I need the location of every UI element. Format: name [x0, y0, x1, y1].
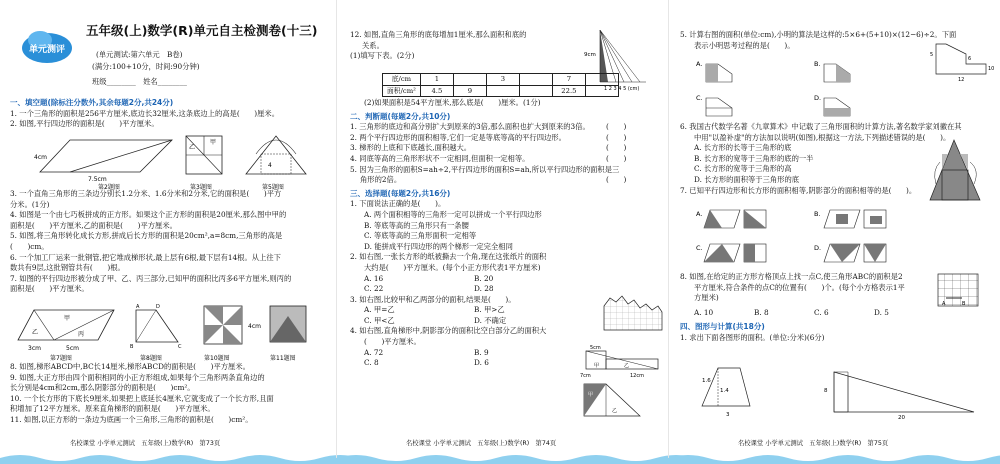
svg-text:6: 6 — [968, 56, 972, 62]
choice-6-b: B. 长方形的宽等于三角形的底的一半 — [694, 153, 814, 163]
footer-wave — [0, 452, 336, 464]
svg-text:1.4: 1.4 — [720, 388, 729, 394]
class-name-line: 班级________ 姓名________ — [92, 77, 187, 86]
section-choice: 三、选择题(每题2分,共16分) — [350, 188, 451, 198]
svg-text:甲: 甲 — [64, 315, 71, 322]
judge-5b: 角形的2倍。 ( ) — [360, 175, 627, 185]
choice-8-options: A. 10 B. 8 C. 6 D. 5 — [694, 307, 889, 317]
compare-areas-fig — [580, 345, 666, 377]
choice-2-options-2: C. 22 D. 28 — [364, 284, 494, 294]
page-74 — [336, 0, 668, 464]
table-row: 底/cm 1 3 7 — [383, 74, 619, 86]
svg-text:第11题图: 第11题图 — [270, 355, 296, 362]
figures-row-2 — [18, 300, 330, 362]
table-row: 面积/cm² 4.5 9 22.5 — [383, 85, 619, 97]
choice-6a: 6. 我国古代数学名著《九章算术》中记载了三角形面积的计算方法,著名数学家刘徽在其 — [680, 122, 962, 131]
judge-5a: 5. 因为三角形的面积S=ah÷2,平行四边形的面积S=ah,所以平行四边形的面积是三 — [350, 164, 620, 174]
choice-8b: 平方厘米,符合条件的点C的位置有( )个。(每个小方格表示1平 — [694, 282, 905, 292]
svg-text:5cm: 5cm — [590, 345, 601, 351]
svg-text:乙: 乙 — [612, 408, 618, 414]
question-5b: ( )cm。 — [10, 241, 49, 251]
svg-text:A: A — [136, 304, 140, 310]
question-9b: 长分别是4cm和2cm,那么阴影部分的面积是( )cm²。 — [10, 383, 195, 393]
question-4b: 面积是( )平方厘米,乙的面积是( )平方厘米。 — [10, 220, 177, 230]
choice-3-options-2: C. 甲<乙 D. 不确定 — [364, 315, 507, 325]
choice-6-d: D. 长方形的面积等于三角形的底 — [694, 174, 800, 184]
svg-text:B.: B. — [814, 210, 821, 218]
svg-text:乙: 乙 — [32, 329, 39, 336]
question-4a: 4. 如图是一个由七巧板拼成的正方形。如果这个正方形的面积是20厘米,那么图中甲的 — [10, 210, 287, 220]
question-7a: 7. 如图的平行四边形被分成了甲、乙、丙三部分,已知甲的面积比丙多6平方厘米,则丙的 — [10, 273, 292, 283]
svg-text:1.6: 1.6 — [702, 378, 711, 384]
question-12a: 12. 如图,直角三角形的底每增加1厘米,那么面积和底的 — [350, 30, 527, 39]
svg-text:1 2 3 4 5 (cm): 1 2 3 4 5 (cm) — [604, 86, 640, 92]
judge-1: 1. 三角形的底边和高分别扩大到原来的3倍,那么面积也扩大到原来的3倍。 ( ) — [350, 122, 627, 132]
svg-text:5cm: 5cm — [66, 345, 79, 352]
question-6a: 6. 一个加工厂运来一批钢管,把它堆成梯形状,最上层有6根,最下层有14根。从上往下 — [10, 252, 281, 262]
svg-text:7.5cm: 7.5cm — [88, 176, 107, 183]
paper-subtitle: (单元测试:第六单元 B卷) — [96, 50, 183, 59]
svg-text:C.: C. — [696, 94, 703, 102]
choice-5-options — [696, 58, 926, 120]
figures-row-1 — [34, 132, 330, 191]
svg-text:9cm: 9cm — [584, 52, 596, 58]
right-trapezoid-fig — [580, 380, 666, 422]
choice-2b: 大约是( )平方厘米。(每个小正方形代表1平方厘米) — [364, 262, 541, 272]
footer-wave — [668, 452, 1000, 464]
choice-5b: 表示小明思考过程的是( )。 — [694, 40, 795, 50]
page-75 — [668, 0, 1000, 464]
svg-text:4: 4 — [268, 162, 272, 169]
svg-text:第3题图: 第3题图 — [190, 184, 212, 191]
parallelogram-fig2 — [40, 140, 172, 172]
question-1: 1. 一个三角形的面积是256平方厘米,底边长32厘米,这条底边上的高是( )厘米。 — [10, 108, 280, 118]
area-calc-figures — [698, 362, 988, 420]
choice-3: 3. 如右图,比较甲和乙两部分的面积,结果是( )。 — [350, 294, 516, 304]
svg-text:第8题图: 第8题图 — [140, 355, 162, 362]
svg-text:12: 12 — [958, 77, 965, 83]
svg-text:B.: B. — [814, 60, 821, 68]
choice-2a: 2. 如右图,一张长方形的纸被撕去一个角,现在这张纸片的面积 — [350, 252, 547, 262]
svg-text:20: 20 — [898, 415, 905, 421]
choice-3-options-1: A. 甲=乙 B. 甲>乙 — [364, 305, 505, 315]
svg-text:第10题图: 第10题图 — [204, 355, 230, 362]
score-line: (满分:100+10分，时间:90分钟) — [92, 62, 200, 71]
footer-75: 名校课堂 小学单元测试 五年级(上)数学(R) 第75页 — [668, 438, 1000, 464]
svg-text:A: A — [942, 301, 946, 307]
svg-text:4cm: 4cm — [248, 323, 261, 330]
square-grid-fig — [936, 272, 986, 312]
svg-text:第5题图: 第5题图 — [262, 184, 284, 191]
footer-74: 名校课堂 小学单元测试 五年级(上)数学(R) 第74页 — [336, 438, 668, 464]
choice-2-options-1: A. 16 B. 20 — [364, 273, 494, 283]
svg-text:第2题图: 第2题图 — [98, 184, 120, 191]
svg-text:8: 8 — [824, 388, 828, 394]
judge-2: 2. 两个平行四边形的面积相等,它们一定是等底等高的平行四边形。 ( ) — [350, 132, 627, 142]
choice-8a: 8. 如图,在给定的正方形方格顶点上找一点C,使三角形ABC的面积是2 — [680, 272, 903, 281]
question-7b: 面积是( )平方厘米。 — [10, 284, 89, 294]
choice-1-d: D. 能拼成平行四边形的两个梯形一定完全相同 — [364, 241, 513, 251]
choice-4-options-2: C. 8 D. 6 — [364, 358, 489, 368]
area-table — [382, 73, 619, 97]
svg-text:乙: 乙 — [624, 363, 630, 369]
liu-hui-fig — [924, 134, 994, 206]
paper-title: 五年级(上)数学(R)单元自主检测卷(十三) — [86, 23, 318, 38]
choice-6-a: A. 长方形的长等于三角形的底 — [694, 143, 792, 153]
torn-paper-grid — [604, 294, 664, 334]
judge-3: 3. 梯形的上底和下底越长,面积越大。 ( ) — [350, 143, 627, 153]
section-judge: 二、判断题(每题2分,共10分) — [350, 111, 451, 121]
svg-text:A.: A. — [696, 60, 703, 68]
trapezoid-fig8 — [136, 310, 178, 342]
svg-text:D.: D. — [814, 94, 822, 102]
choice-5a: 5. 计算右图的面积(单位:cm),小明的算法是这样的:5×6+(5+10)×(12−6)÷2。下面 — [680, 30, 957, 39]
question-6b: 数共有9层,这批钢管共有( )根。 — [10, 263, 125, 273]
section-figure-calc: 四、图形与计算(共18分) — [680, 322, 765, 332]
choice-1: 1. 下面说法正确的是( )。 — [350, 199, 446, 209]
svg-text:12cm: 12cm — [630, 373, 644, 379]
svg-text:甲: 甲 — [210, 139, 217, 146]
choice-4-options-1: A. 72 B. 9 — [364, 347, 489, 357]
figure-calc-1: 1. 求出下面各图形的面积。(单位:分米)(6分) — [680, 332, 825, 342]
svg-text:3cm: 3cm — [28, 345, 41, 352]
svg-text:3: 3 — [726, 412, 730, 418]
svg-text:4cm: 4cm — [34, 154, 47, 161]
choice-4a: 4. 如右图,直角梯形中,阴影部分的面积比空白部分乙的面积大 — [350, 326, 547, 336]
choice-7-options — [696, 206, 926, 268]
question-3a: 3. 一个直角三角形的三条边分别长1.2分米、1.6分米和2分米,它的面积是( )平方 — [10, 189, 282, 198]
question-8: 8. 如图,梯形ABCD中,BC长14厘米,梯形ABCD的面积是( )平方厘米。 — [10, 362, 250, 371]
question-12d: (2)如果面积是54平方厘米,那么底是( )厘米。(1分) — [364, 98, 541, 107]
choice-1-a: A. 两个面积相等的三角形一定可以拼成一个平行四边形 — [364, 209, 542, 219]
svg-text:丙: 丙 — [78, 331, 85, 338]
section-fill-blank: 一、填空题(除标注分数外,其余每题2分,共24分) — [10, 98, 174, 107]
choice-4b: ( )平方厘米。 — [364, 337, 421, 347]
svg-text:D.: D. — [814, 244, 822, 252]
svg-text:C: C — [178, 344, 182, 350]
svg-text:B: B — [130, 344, 134, 350]
svg-text:C.: C. — [696, 244, 703, 252]
question-2: 2. 如图,平行四边形的面积是( )平方厘米。 — [10, 119, 159, 129]
svg-text:10: 10 — [988, 66, 995, 72]
question-10b: 积增加了12平方厘米。原来直角梯形的面积是( )平方厘米。 — [10, 404, 215, 414]
unit-test-logo — [20, 26, 74, 66]
svg-text:甲: 甲 — [588, 392, 594, 398]
l-shape-fig — [930, 40, 996, 82]
svg-text:5: 5 — [930, 52, 934, 58]
question-5a: 5. 如图,将三角形转化成长方形,拼成后长方形的面积是20cm²,a=8cm,三角形的高是 — [10, 231, 283, 241]
judge-4: 4. 同底等高的三角形形状不一定相同,但面积一定相等。 ( ) — [350, 153, 627, 163]
question-11: 11. 如图,以正方形的一条边为底画一个三角形,三角形的面积是( )cm²。 — [10, 414, 253, 424]
svg-text:乙: 乙 — [189, 144, 196, 151]
question-12c: (1)填写下表。(2分) — [350, 51, 415, 61]
logo-text: 单元测评 — [28, 45, 66, 55]
question-12b: 关系。 — [362, 40, 384, 50]
choice-7: 7. 已知平行四边形和长方形的面积相等,阴影部分的面积相等的是( )。 — [680, 185, 917, 195]
question-3b: 分米。(1分) — [10, 199, 50, 209]
choice-6b: 中用"以盈补虚"的方法加以说明(如图),根据这一方法,下列描述错误的是( )。 — [694, 132, 951, 142]
footer-73: 名校课堂 小学单元测试 五年级(上)数学(R) 第73页 — [0, 438, 336, 464]
footer-wave — [336, 452, 668, 464]
svg-text:A.: A. — [696, 210, 703, 218]
triangle-fig5 — [246, 136, 306, 174]
question-9a: 9. 如图,大正方形由四个面积相同的小正方形组成,如果每个三角形两条直角边的 — [10, 372, 265, 382]
page-73 — [0, 0, 336, 464]
svg-text:第7题图: 第7题图 — [50, 355, 72, 362]
svg-text:7cm: 7cm — [580, 373, 591, 379]
question-10a: 10. 一个长方形的下底长9厘米,如果把上底延长4厘米,它就变成了一个长方形,且面 — [10, 393, 274, 403]
choice-1-b: B. 等底等高的三角形只有一条腰 — [364, 220, 469, 230]
svg-text:B: B — [962, 301, 966, 307]
svg-text:D: D — [156, 304, 160, 310]
choice-8c: 方厘米) — [694, 293, 719, 303]
choice-1-c: C. 等底等高的三角形面积一定相等 — [364, 231, 477, 241]
choice-6-c: C. 长方形的宽等于三角形的高 — [694, 164, 792, 174]
svg-text:甲: 甲 — [594, 363, 600, 369]
